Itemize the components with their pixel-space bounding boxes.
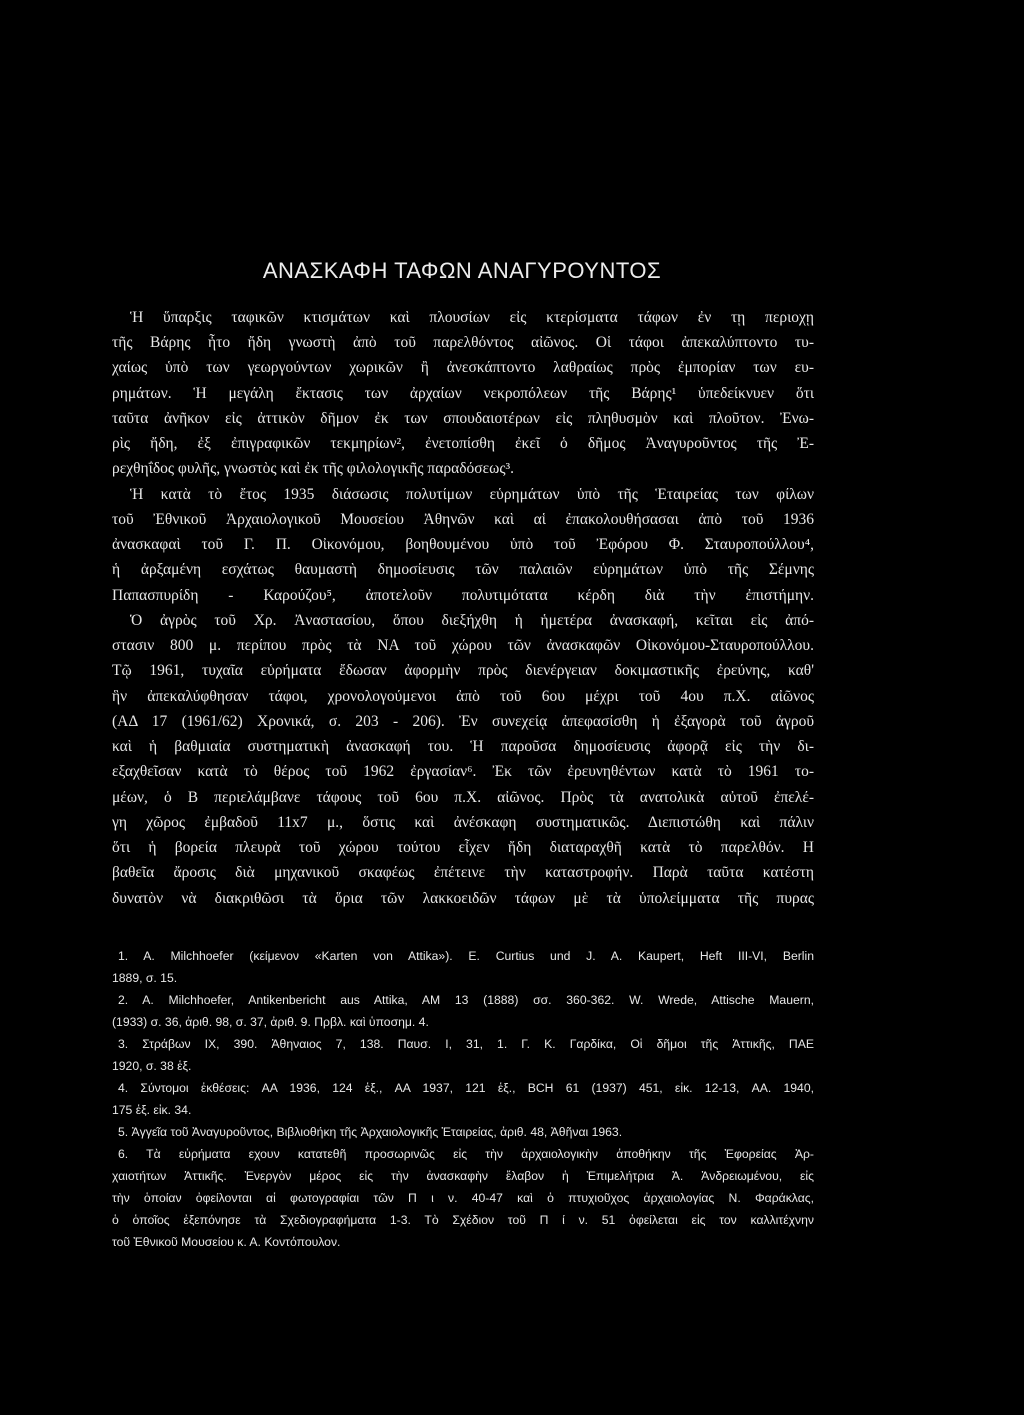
footnote-line: 4. Σύντομοι ἐκθέσεις: AA 1936, 124 ἑξ., AA 1937, 121 ἑξ., BCH 61 (1937) 451, εἰκ. 12-13, AA. 1940,: [118, 1081, 814, 1095]
footnote-line: 1920, σ. 38 ἑξ.: [112, 1059, 192, 1073]
body-line: ρεχθηΐδος φυλῆς, γνωστὸς καὶ ἐκ τῆς φιλολογικῆς παραδόσεως³.: [112, 460, 514, 477]
footnote-line: τοῦ Ἐθνικοῦ Μουσείου κ. Α. Κοντόπουλον.: [112, 1235, 341, 1249]
body-line: Τῷ 1961, τυχαῖα εὑρήματα ἔδωσαν ἀφορμὴν πρὸς διενέργειαν δοκιμαστικῆς ἐρεύνης, καθ': [112, 662, 814, 679]
footnote-line: 1. A. Milchhoefer (κείμενον «Karten von Attika»). E. Curtius und J. A. Kaupert, Heft III-VI, Berlin: [118, 949, 814, 963]
body-line: ρὶς ἤδη, ἐξ ἐπιγραφικῶν τεκμηρίων², ἐνετοπίσθη ἐκεῖ ὁ δῆμος Ἀναγυροῦντος τῆς Ἐ-: [112, 435, 814, 452]
footnote-line: 2. A. Milchhoefer, Antikenbericht aus Attika, AM 13 (1888) σσ. 360-362. W. Wrede, Attische Mauern,: [118, 993, 814, 1007]
footnote-line: 3. Στράβων IX, 390. Ἀθηναιος 7, 138. Παυσ. I, 31, 1. Γ. Κ. Γαρδίκα, Οἱ δῆμοι τῆς Ἀττικῆς, ΠΑΕ: [118, 1037, 814, 1051]
body-line: δυνατὸν νὰ διακριθῶσι τὰ ὅρια τῶν λακκοειδῶν τάφων μὲ τὰ ὑπολείμματα τῆς πυρας: [112, 890, 814, 907]
footnote-line: 1889, σ. 15.: [112, 971, 178, 985]
footnote-line: ὁ ὁποῖος ἐξεπόνησε τὰ Σχεδιογραφήματα 1-3. Τὸ Σχέδιον τοῦ Π ί ν. 51 ὀφείλεται εἰς τον καλλιτέχνην: [112, 1213, 814, 1227]
body-line: Ἡ κατὰ τὸ ἔτος 1935 διάσωσις πολυτίμων εὑρημάτων ὑπὸ τῆς Ἑταιρείας των φίλων: [130, 486, 814, 503]
body-line: ἡ ἀρξαμένη εσχάτως θαυμαστὴ δημοσίευσις τῶν παλαιῶν εὑρημάτων ὑπὸ τῆς Σέμνης: [112, 561, 814, 578]
footnote-line: τὴν ὁποίαν ὀφείλονται αἱ φωτογραφίαι τῶν Π ι ν. 40-47 καὶ ὁ πτυχιοῦχος ἀρχαιολογίας Ν. Φαράκλας,: [112, 1191, 814, 1205]
body-line: χαίως ὑπὸ των γεωργούντων χωρικῶν ἢ ἀνεσκάπτοντο λαθραίως πρὸς ἐμπορίαν των ευ-: [112, 359, 814, 376]
body-line: στασιν 800 μ. περίπου πρὸς τὰ ΝΑ τοῦ χώρου τῶν ἀνασκαφῶν Οἰκονόμου-Σταυροπούλλου.: [112, 637, 814, 654]
body-line: τοῦ Ἐθνικοῦ Ἀρχαιολογικοῦ Μουσείου Ἀθηνῶν καὶ αἱ ἐπακολουθήσασαι ἀπὸ τοῦ 1936: [112, 511, 814, 528]
body-line: Ὁ ἀγρὸς τοῦ Χρ. Ἀναστασίου, ὅπου διεξήχθη ἡ ἡμετέρα ἀνασκαφή, κεῖται εἰς ἀπό-: [130, 612, 814, 629]
body-line: ὅτι ἡ βορεία πλευρὰ τοῦ χώρου τούτου εἶχεν ἤδη διαταραχθῆ κατὰ τὸ παρελθόν. Η: [112, 839, 814, 856]
body-line: εξαχθεῖσαν κατὰ τὸ θέρος τοῦ 1962 ἐργασίαν⁶. Ἐκ τῶν ἐρευνηθέντων κατὰ τὸ 1961 το-: [112, 763, 814, 780]
body-line: βαθεῖα ἄροσις διὰ μηχανικοῦ σκαφέως ἐπέτεινε τὴν καταστροφήν. Παρὰ ταῦτα κατέστη: [112, 864, 814, 881]
footnote-line: 6. Τὰ εὑρήματα εχουν κατατεθῆ προσωρινῶς εἰς τὴν ἀρχαιολογικὴν ἀποθήκην τῆς Ἐφορείας Ἀρ-: [118, 1147, 814, 1161]
body-line: καὶ ἡ βαθμιαία συστηματικὴ ἀνασκαφή του. Ἡ παροῦσα δημοσίευσις ἀφορᾷ εἰς τὴν δι-: [112, 738, 814, 755]
body-line: (ΑΔ 17 (1961/62) Χρονικά, σ. 203 - 206). Ἐν συνεχείᾳ ἀπεφασίσθη ἡ ἐξαγορὰ τοῦ ἀγροῦ: [112, 713, 814, 730]
footnote-line: 5. Ἀγγεῖα τοῦ Ἀναγυροῦντος, Βιβλιοθήκη τῆς Ἀρχαιολογικῆς Ἑταιρείας, ἀριθ. 48, Ἀθῆναι 1963.: [118, 1125, 623, 1139]
footnote-line: 175 ἑξ. εἰκ. 34.: [112, 1103, 192, 1117]
footnote-line: (1933) σ. 36, ἀριθ. 98, σ. 37, ἀριθ. 9. Πρβλ. καὶ ὑποσημ. 4.: [112, 1015, 429, 1029]
body-line: Παπασπυρίδη - Καρούζου⁵, ἀποτελοῦν πολυτιμότατα κέρδη διὰ τὴν ἐπιστήμην.: [112, 587, 814, 604]
body-line: τῆς Βάρης ἦτο ἤδη γνωστὴ ἀπὸ τοῦ παρελθόντος αἰῶνος. Οἱ τάφοι ἀπεκαλύπτοντο τυ-: [112, 334, 814, 351]
body-line: ταῦτα ἀνῆκον εἰς ἀττικὸν δῆμον ἐκ των σπουδαιοτέρων εἰς πληθυσμὸν καὶ πλοῦτον. Ἐνω-: [112, 410, 814, 427]
footnote-line: χαιοτήτων Ἀττικῆς. Ἐνεργὸν μέρος εἰς τὴν ἀνασκαφὴν ἔλαβον ἡ Ἐπιμελήτρια Ἀ. Ἀνδρειωμένου, εἰς: [112, 1169, 814, 1183]
body-line: Ἡ ὕπαρξις ταφικῶν κτισμάτων καὶ πλουσίων εἰς κτερίσματα τάφων ἐν τῃ περιοχῃ: [130, 309, 814, 326]
page-title: ΑΝΑΣΚΑΦΗ ΤΑΦΩΝ ΑΝΑΓΥΡΟΥΝΤΟΣ: [262, 258, 662, 283]
body-line: γη χῶρος ἐμβαδοῦ 11x7 μ., ὅστις καὶ ἀνέσκαφη συστηματικῶς. Διεπιστώθη καὶ πάλιν: [112, 814, 814, 831]
body-line: ρημάτων. Ἡ μεγάλη ἔκτασις των ἀρχαίων νεκροπόλεων τῆς Βάρης¹ ὑπεδείκνυεν ὅτι: [112, 385, 814, 402]
body-line: μέων, ὁ Β περιελάμβανε τάφους τοῦ 6ου π.Χ. αἰῶνος. Πρὸς τὰ ανατολικὰ αὐτοῦ ἐπελέ-: [112, 789, 814, 806]
body-line: ἀνασκαφαὶ τοῦ Γ. Π. Οἰκονόμου, βοηθουμένου ὑπὸ τοῦ Ἐφόρου Φ. Σταυροπούλλου⁴,: [112, 536, 814, 553]
body-line: ἣν ἀπεκαλύφθησαν τάφοι, χρονολογούμενοι ἀπὸ τοῦ 6ου μέχρι τοῦ 4ου π.Χ. αἰῶνος: [112, 688, 814, 705]
